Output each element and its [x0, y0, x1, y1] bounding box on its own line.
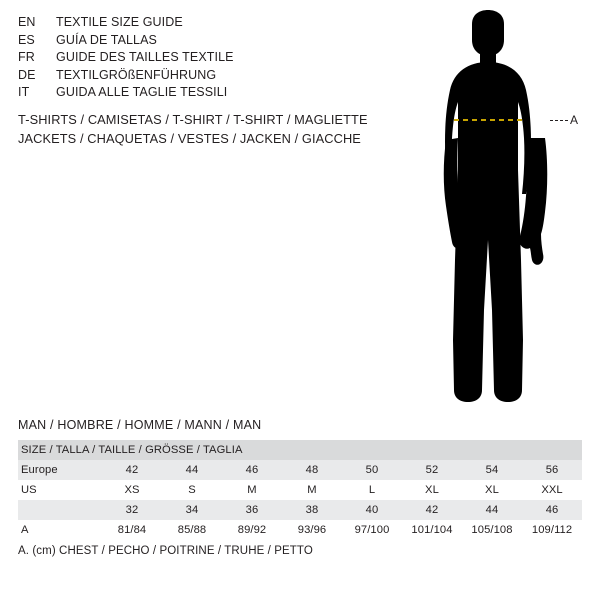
language-row: [18, 67, 398, 85]
language-header-block: [18, 14, 398, 102]
cell: 105/108: [462, 520, 522, 540]
cell: 50: [342, 460, 402, 480]
cell: 32: [102, 500, 162, 520]
row-label: US: [18, 480, 102, 500]
category-tshirts: T-SHIRTS / CAMISETAS / T-SHIRT / T-SHIRT / MAGLIETTE: [18, 112, 368, 127]
row-label: Europe: [18, 460, 102, 480]
table-row: [18, 480, 582, 500]
table-row: [18, 500, 582, 520]
table-row: [18, 460, 582, 480]
table-header-label: SIZE / TALLA / TAILLE / GRÖSSE / TAGLIA: [18, 440, 582, 460]
language-row: [18, 84, 398, 102]
cell: XXL: [522, 480, 582, 500]
category-jackets: JACKETS / CHAQUETAS / VESTES / JACKEN / GIACCHE: [18, 131, 361, 146]
language-row: [18, 14, 398, 32]
language-row: [18, 32, 398, 50]
table-row: [18, 520, 582, 540]
table-footnote: A. (cm) CHEST / PECHO / POITRINE / TRUHE / PETTO: [18, 545, 313, 557]
cell: S: [162, 480, 222, 500]
cell: 101/104: [402, 520, 462, 540]
cell: M: [222, 480, 282, 500]
row-label: [18, 500, 102, 520]
cell: 97/100: [342, 520, 402, 540]
cell: 36: [222, 500, 282, 520]
male-figure-illustration: [410, 10, 595, 410]
cell: XL: [402, 480, 462, 500]
language-code: EN: [18, 15, 36, 29]
cell: M: [282, 480, 342, 500]
cell: 81/84: [102, 520, 162, 540]
cell: 34: [162, 500, 222, 520]
cell: 48: [282, 460, 342, 480]
language-title: GUIDA ALLE TAGLIE TESSILI: [56, 85, 228, 99]
cell: 38: [282, 500, 342, 520]
cell: 42: [102, 460, 162, 480]
chest-marker-label: A: [570, 113, 579, 127]
cell: 85/88: [162, 520, 222, 540]
cell: 46: [222, 460, 282, 480]
table-header-row: [18, 440, 582, 460]
language-code: FR: [18, 50, 35, 64]
language-title: GUIDE DES TAILLES TEXTILE: [56, 50, 234, 64]
table-section-title: MAN / HOMBRE / HOMME / MANN / MAN: [18, 418, 262, 432]
cell: 109/112: [522, 520, 582, 540]
cell: XS: [102, 480, 162, 500]
cell: XL: [462, 480, 522, 500]
cell: 42: [402, 500, 462, 520]
cell: 93/96: [282, 520, 342, 540]
cell: 54: [462, 460, 522, 480]
cell: 52: [402, 460, 462, 480]
cell: 44: [462, 500, 522, 520]
size-table: [18, 440, 582, 540]
cell: 40: [342, 500, 402, 520]
cell: 56: [522, 460, 582, 480]
cell: 44: [162, 460, 222, 480]
language-code: DE: [18, 67, 36, 82]
language-title: TEXTILE SIZE GUIDE: [56, 15, 183, 29]
row-label: A: [18, 520, 102, 540]
language-row: [18, 49, 398, 67]
language-title: GUÍA DE TALLAS: [56, 32, 157, 47]
cell: 89/92: [222, 520, 282, 540]
language-title: TEXTILGRÖßENFÜHRUNG: [56, 67, 217, 82]
cell: 46: [522, 500, 582, 520]
language-code: ES: [18, 32, 35, 47]
cell: L: [342, 480, 402, 500]
language-code: IT: [18, 85, 30, 99]
marker-leader-line: [550, 120, 568, 121]
male-silhouette-icon: [410, 10, 595, 410]
category-block: [18, 110, 438, 148]
